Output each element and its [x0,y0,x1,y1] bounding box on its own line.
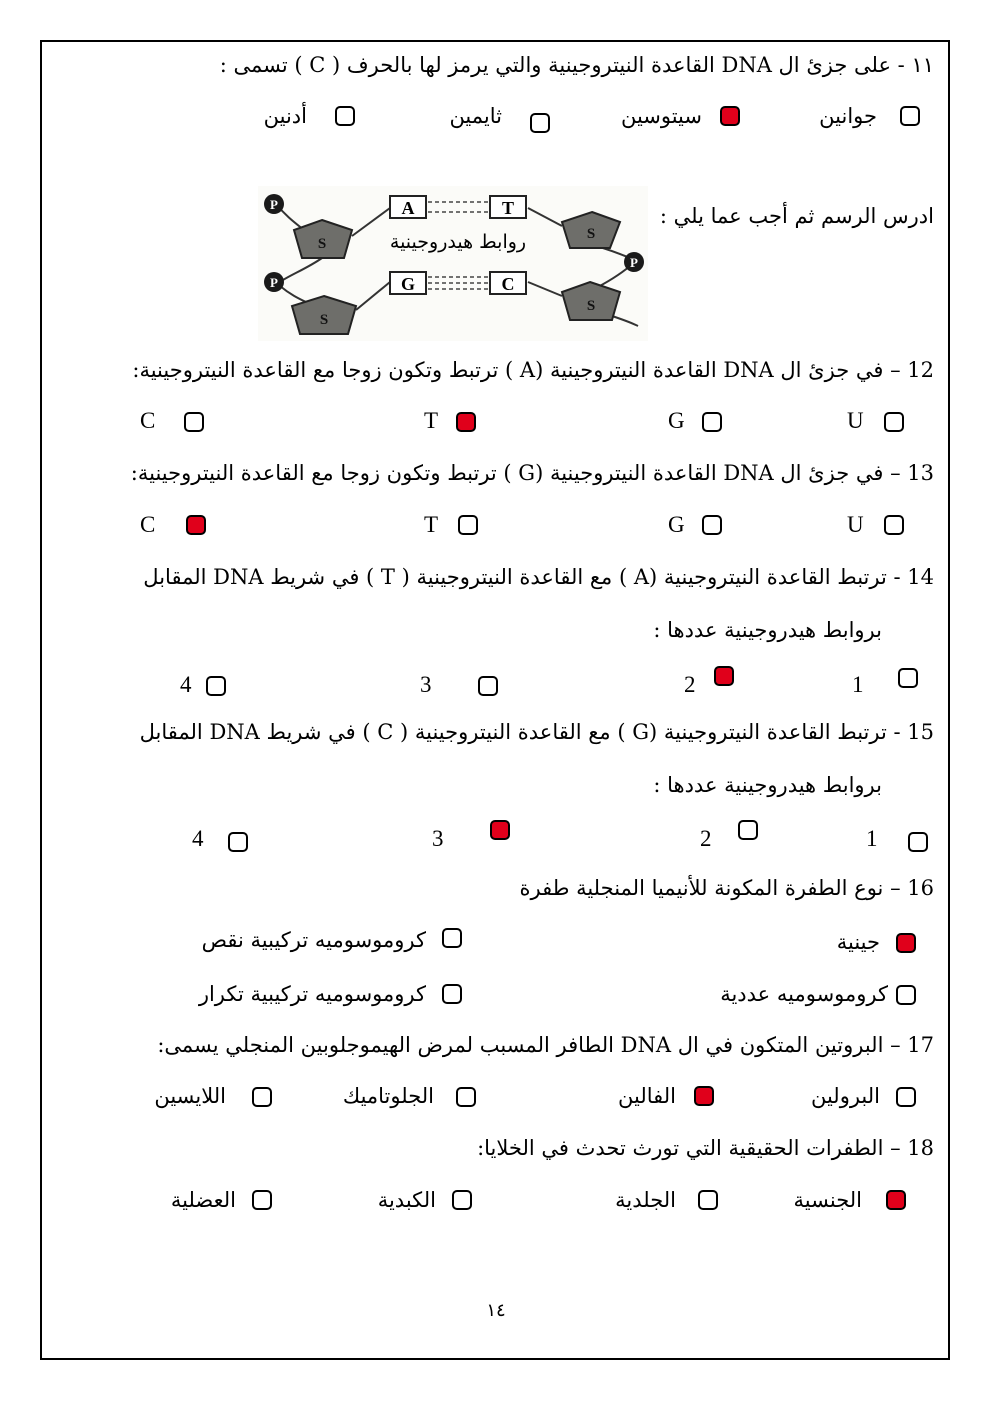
sugar-4-label: S [586,298,596,314]
base-a-label: A [401,198,415,218]
q11-option-1-checkbox[interactable] [900,106,920,126]
question-14: 14 - ترتبط القاعدة النيتروجينية (A ) مع القاعدة النيتروجينية ( T ) في شريط DNA المقابل [143,565,934,589]
q11-option-2-label: سيتوسين [620,104,702,128]
q14-option-3-checkbox[interactable] [478,676,498,696]
q15-option-1-checkbox[interactable] [908,832,928,852]
q16-option-3-label: كروموسوميه عددية [720,982,888,1006]
q13-option-t-checkbox[interactable] [458,515,478,535]
q16-option-2-checkbox[interactable] [442,928,462,948]
q12-option-u-label: U [847,408,864,433]
q17-option-4-checkbox[interactable] [252,1087,272,1107]
q14-option-4-label: 4 [180,672,192,697]
q17-option-3-label: الجلوتاميك [342,1084,434,1108]
sugar-1-label: S [317,236,327,252]
q13-option-u-checkbox[interactable] [884,515,904,535]
question-14-line-2: بروابط هيدروجينية عددها : [653,618,882,642]
q17-option-3-checkbox[interactable] [456,1087,476,1107]
q13-option-c-label: C [140,512,156,537]
q13-option-g-checkbox[interactable] [702,515,722,535]
q15-option-4-label: 4 [192,826,204,851]
q14-option-2-checkbox[interactable] [714,666,734,686]
q14-option-1-checkbox[interactable] [898,668,918,688]
q14-option-1-label: 1 [852,672,864,697]
question-17: 17 – البروتين المتكون في ال DNA الطافر المسبب لمرض الهيموجلوبين المنجلي يسمى: [157,1033,934,1057]
q18-option-3-checkbox[interactable] [452,1190,472,1210]
question-11: ١١ - على جزئ ال DNA القاعدة النيتروجينية والتي يرمز لها بالحرف ( C ) تسمى : [219,53,934,77]
base-c-label: C [501,274,515,294]
question-15: 15 - ترتبط القاعدة النيتروجينية (G ) مع القاعدة النيتروجينية ( C ) في شريط DNA المقابل [139,720,934,744]
q15-option-3-checkbox[interactable] [490,820,510,840]
question-16: 16 – نوع الطفرة المكونة للأنيميا المنجلية طفرة [519,876,934,900]
q13-option-g-label: G [668,512,685,537]
q18-option-1-checkbox[interactable] [886,1190,906,1210]
q16-option-2-label: كروموسوميه تركيبية نقص [201,928,426,952]
q16-option-4-label: كروموسوميه تركيبية تكرار [198,982,426,1006]
q12-option-g-label: G [668,408,685,433]
q18-option-2-checkbox[interactable] [698,1190,718,1210]
phosphate-3-label: P [630,255,638,270]
q16-option-1-label: جينية [836,930,880,954]
q17-option-4-label: اللايسين [154,1084,226,1108]
q12-option-t-checkbox[interactable] [456,412,476,432]
q16-option-1-checkbox[interactable] [896,933,916,953]
q17-option-2-checkbox[interactable] [694,1086,714,1106]
sugar-2-label: S [319,312,329,328]
q17-option-2-label: الفالين [618,1084,676,1108]
q18-option-4-checkbox[interactable] [252,1190,272,1210]
q15-option-1-label: 1 [866,826,878,851]
q11-option-4-checkbox[interactable] [335,106,355,126]
q18-option-2-label: الجلدية [615,1188,676,1212]
question-13: 13 – في جزئ ال DNA القاعدة النيتروجينية (G ) ترتبط وتكون زوجا مع القاعدة النيتروجينية: [130,461,934,485]
q11-option-4-label: أدنين [263,104,307,128]
q12-option-c-label: C [140,408,156,433]
q13-option-t-label: T [424,512,439,537]
page-number: ١٤ [486,1300,506,1321]
q17-option-1-label: البرولين [810,1084,880,1108]
q13-option-c-checkbox[interactable] [186,515,206,535]
q18-option-3-label: الكبدية [377,1188,436,1212]
base-t-label: T [501,198,515,218]
q15-option-2-label: 2 [700,826,712,851]
q11-option-2-checkbox[interactable] [720,106,740,126]
q12-option-c-checkbox[interactable] [184,412,204,432]
q15-option-4-checkbox[interactable] [228,832,248,852]
q13-option-u-label: U [847,512,864,537]
q18-option-4-label: العضلية [170,1188,236,1212]
q11-option-1-label: جوانين [819,104,877,128]
q16-option-3-checkbox[interactable] [896,985,916,1005]
diagram-instruction: ادرس الرسم ثم أجب عما يلي : [659,204,934,228]
question-15-line-2: بروابط هيدروجينية عددها : [653,773,882,797]
base-g-label: G [400,274,416,294]
q17-option-1-checkbox[interactable] [896,1087,916,1107]
q15-option-3-label: 3 [432,826,444,851]
q16-option-4-checkbox[interactable] [442,984,462,1004]
dna-diagram [258,186,648,341]
q12-option-g-checkbox[interactable] [702,412,722,432]
q15-option-2-checkbox[interactable] [738,820,758,840]
q11-option-3-checkbox[interactable] [530,113,550,133]
q18-option-1-label: الجنسية [793,1188,862,1212]
q12-option-u-checkbox[interactable] [884,412,904,432]
question-18: 18 – الطفرات الحقيقية التي تورث تحدث في الخلايا: [477,1136,934,1160]
question-12: 12 – في جزئ ال DNA القاعدة النيتروجينية (A ) ترتبط وتكون زوجا مع القاعدة النيتروجينية: [132,358,934,382]
phosphate-2-label: P [270,275,278,290]
q14-option-2-label: 2 [684,672,696,697]
q14-option-3-label: 3 [420,672,432,697]
phosphate-1-label: P [270,197,278,212]
sugar-3-label: S [586,226,596,242]
hydrogen-bonds-caption: روابط هيدروجينية [389,231,527,253]
q14-option-4-checkbox[interactable] [206,676,226,696]
q12-option-t-label: T [424,408,439,433]
q11-option-3-label: ثايمين [449,104,502,128]
